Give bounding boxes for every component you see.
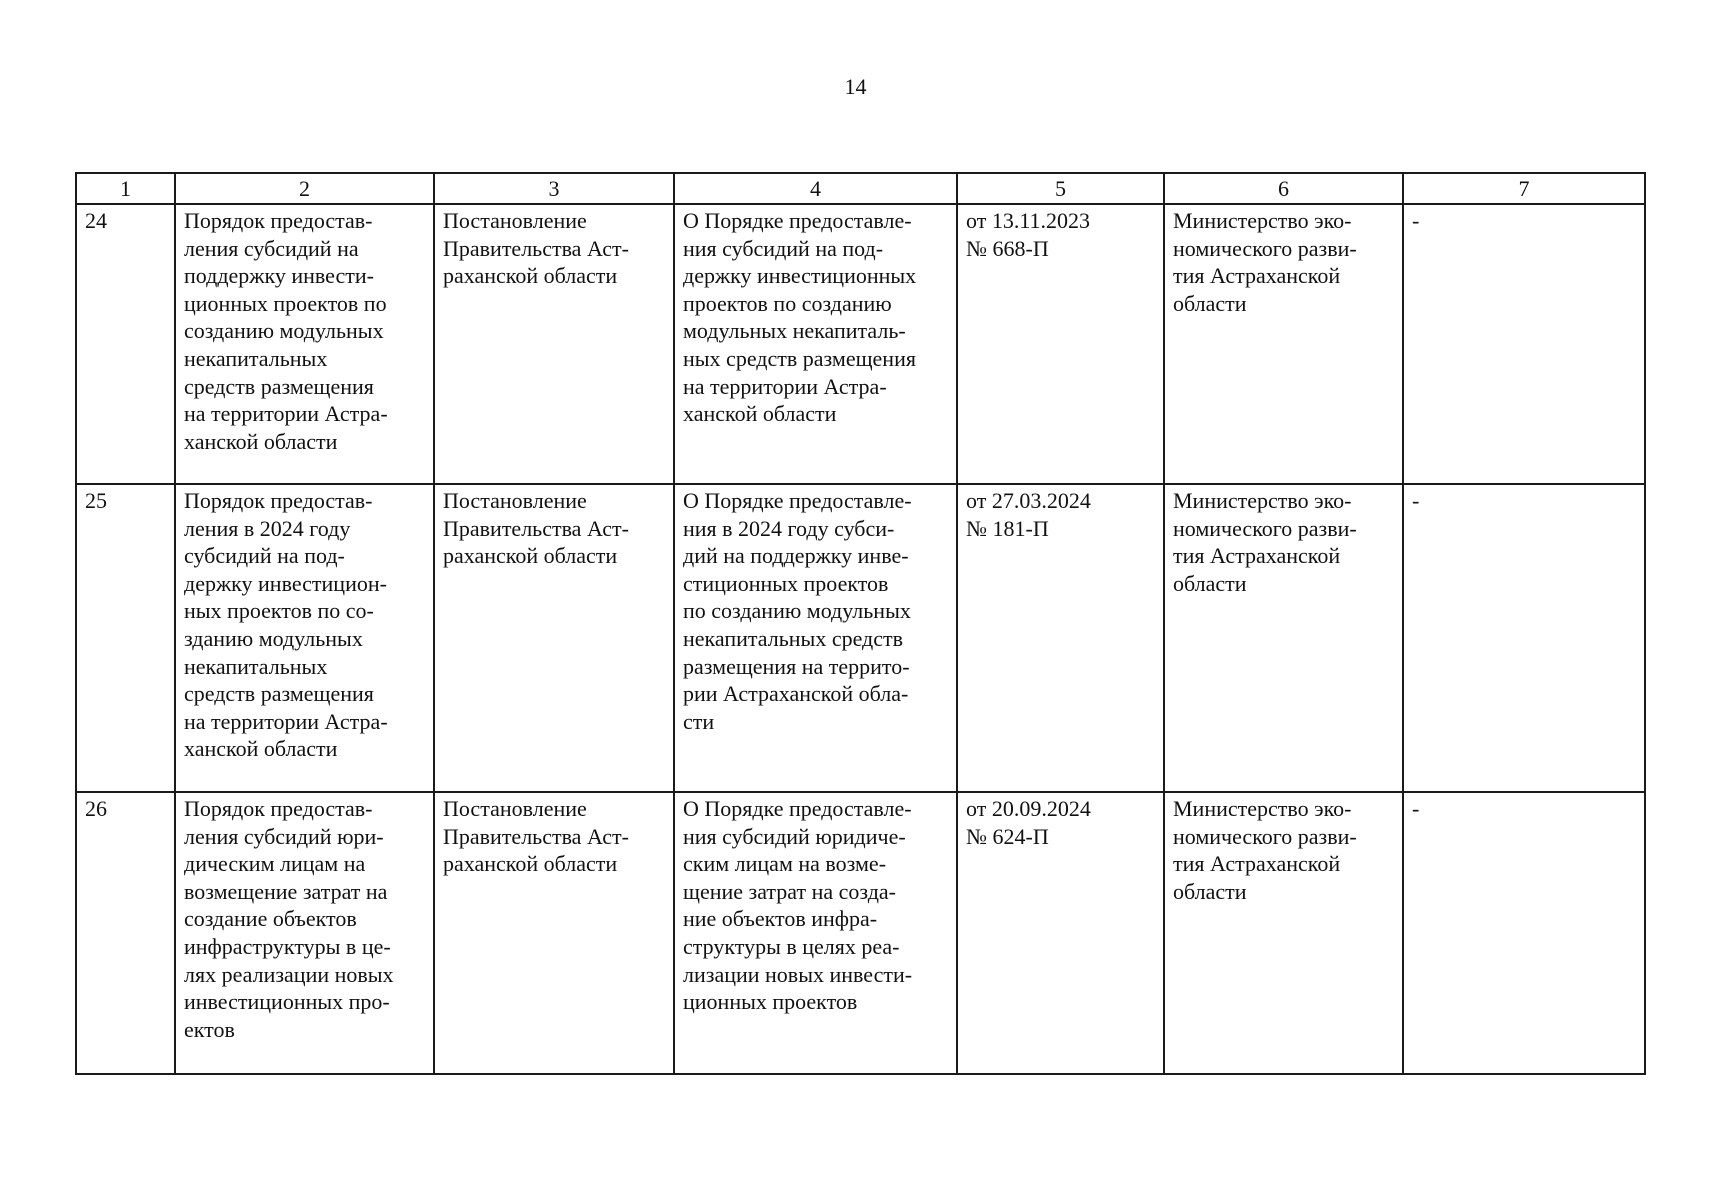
note-cell: - bbox=[1403, 792, 1645, 1074]
responsible-authority: Министерство эко- номического разви- тия Астраханской области bbox=[1164, 484, 1403, 792]
table-row bbox=[76, 484, 1645, 792]
row-number: 24 bbox=[76, 204, 175, 484]
document-date-number: от 27.03.2024 № 181-П bbox=[957, 484, 1164, 792]
act-name: Порядок предостав- ления субсидий юри- дическим лицам на возмещение затрат на создание объектов инфраструктуры в це- лях реализации новых инвестиционных про- ектов bbox=[175, 792, 434, 1074]
document-title: О Порядке предоставле- ния в 2024 году субси- дий на поддержку инве- стиционных проектов по созданию модульных некапитальных средств размещения на террито- рии Астраханской обла- сти bbox=[674, 484, 957, 792]
table-row bbox=[76, 204, 1645, 484]
column-header-3: 3 bbox=[434, 173, 674, 204]
page-number: 14 bbox=[844, 74, 867, 99]
document-title: О Порядке предоставле- ния субсидий на под- держку инвестиционных проектов по созданию модульных некапиталь- ных средств размещения на территории Астра- ханской области bbox=[674, 204, 957, 484]
table-row bbox=[76, 792, 1645, 1074]
document-title: О Порядке предоставле- ния субсидий юридиче- ским лицам на возме- щение затрат на созда- ние объектов инфра- структуры в целях реа- лизации новых инвести- ционных проектов bbox=[674, 792, 957, 1074]
document-type: Постановление Правительства Аст- раханской области bbox=[434, 792, 674, 1074]
document-date-number: от 20.09.2024 № 624-П bbox=[957, 792, 1164, 1074]
column-number-header-row bbox=[76, 173, 1645, 204]
act-name: Порядок предостав- ления в 2024 году субсидий на под- держку инвестицион- ных проектов по со- зданию модульных некапитальных средств размещения на территории Астра- ханской области bbox=[175, 484, 434, 792]
responsible-authority: Министерство эко- номического разви- тия Астраханской области bbox=[1164, 204, 1403, 484]
note-cell: - bbox=[1403, 204, 1645, 484]
column-header-5: 5 bbox=[957, 173, 1164, 204]
column-header-1: 1 bbox=[76, 173, 175, 204]
responsible-authority: Министерство эко- номического разви- тия Астраханской области bbox=[1164, 792, 1403, 1074]
document-type: Постановление Правительства Аст- раханской области bbox=[434, 204, 674, 484]
document-date-number: от 13.11.2023 № 668-П bbox=[957, 204, 1164, 484]
row-number: 26 bbox=[76, 792, 175, 1074]
row-number: 25 bbox=[76, 484, 175, 792]
column-header-7: 7 bbox=[1403, 173, 1645, 204]
column-header-6: 6 bbox=[1164, 173, 1403, 204]
act-name: Порядок предостав- ления субсидий на поддержку инвести- ционных проектов по созданию модульных некапитальных средств размещения на территории Астра- ханской области bbox=[175, 204, 434, 484]
column-header-2: 2 bbox=[175, 173, 434, 204]
document-type: Постановление Правительства Аст- раханской области bbox=[434, 484, 674, 792]
note-cell: - bbox=[1403, 484, 1645, 792]
column-header-4: 4 bbox=[674, 173, 957, 204]
legal-acts-table bbox=[75, 172, 1646, 1075]
